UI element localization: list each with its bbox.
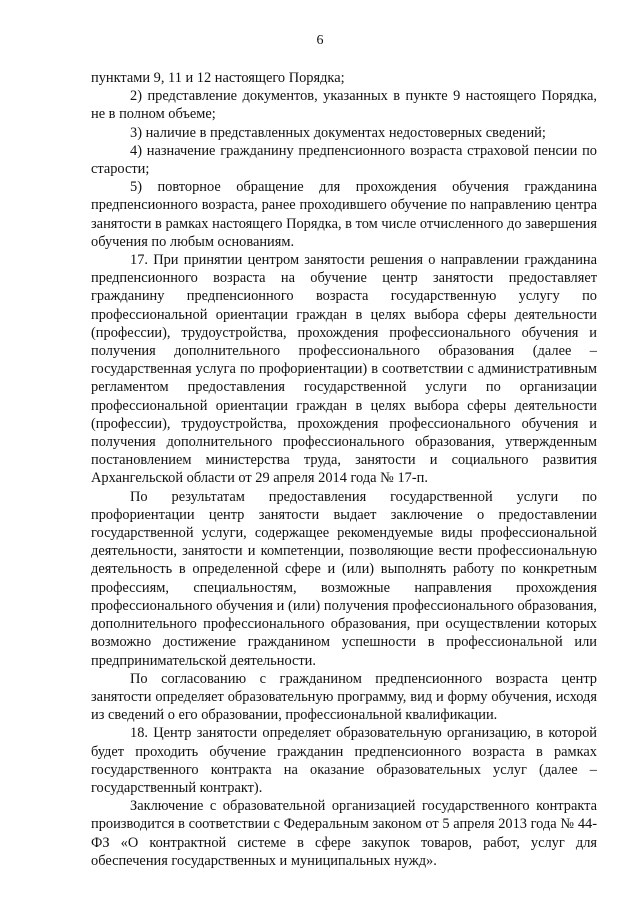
paragraph-continuation: пунктами 9, 11 и 12 настоящего Порядка; [91,70,345,86]
paragraph-item-3: 3) наличие в представленных документах недостоверных сведений; [130,124,546,141]
paragraph-contract: Заключение с образовательной организацией государственного контракта производится в соответствии с Федеральным законом от 5 апреля 2013 года № 44-ФЗ «О контрактной системе в сфере закупок товаров, работ, услуг для обеспечения государственных и муниципальных нужд». [91,798,597,869]
page-number: 6 [316,33,324,48]
document-body [91,69,597,870]
paragraph-item-2: 2) представление документов, указанных в пункте 9 настоящего Порядка, не в полном объеме; [91,88,597,123]
paragraph-profile-results: По результатам предоставления государственной услуги по профориентации центр занятости выдает заключение о предоставлении государственной услуги, содержащее рекомендуемые виды профессиональной деятельности, занятости и компетенции, позволяющие вести профессиональную деятельность в определенной сфере и (или) выполнять работу по конкретным профессиям, специальностям, возможные направления прохождения профессионального обучения и (или) получения профессионального образования, дополнительного профессионального образования, при осуществлении которых возможно достижение гражданином успешности в профессиональной или предпринимательской деятельности. [91,488,597,669]
paragraph-item-5: 5) повторное обращение для прохождения обучения гражданина предпенсионного возраста, ранее проходившего обучение по направлению центра занятости в рамках настоящего Порядка, в том числе отчисленного до завершения обучения по любым основаниям. [91,179,597,250]
paragraph-clause-18: 18. Центр занятости определяет образовательную организацию, в которой будет проходить обучение гражданин предпенсионного возраста в рамках государственного контракта на оказание образовательных услуг (далее – государственный контракт). [91,725,597,796]
paragraph-agreement: По согласованию с гражданином предпенсионного возраста центр занятости определяет образовательную программу, вид и форму обучения, исходя из сведений о его образовании, профессиональной квалификации. [91,670,597,724]
paragraph-item-4: 4) назначение гражданину предпенсионного возраста страховой пенсии по старости; [91,142,597,178]
paragraph-clause-17: 17. При принятии центром занятости решения о направлении гражданина предпенсионного возраста на обучение центр занятости предоставляет гражданину предпенсионного возраста государственную услугу по профессиональной ориентации граждан в целях выбора сферы деятельности (профессии), трудоустройства, прохождения профессионального обучения и получения дополнительного профессионального образования (далее – государственная услуга по профориентации) в соответствии с административным регламентом предоставления государственной услуги по организации профессиональной ориентации граждан в целях выбора сферы деятельности (профессии), трудоустройства, прохождения профессионального обучения и получения дополнительного профессионального образования, утвержденным постановлением министерства труда, занятости и социального развития Архангельской области от 29 апреля 2014 года № 17-п. [91,252,597,487]
